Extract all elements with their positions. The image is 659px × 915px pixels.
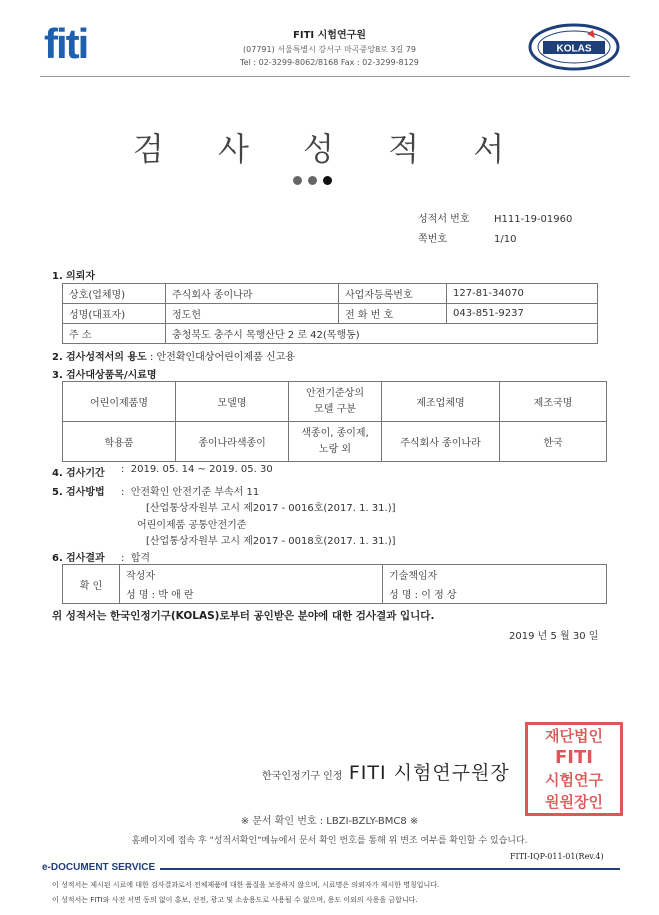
header-divider xyxy=(40,76,630,77)
kolas-label: KOLAS xyxy=(556,43,592,55)
report-number-row xyxy=(418,210,572,225)
confirmation-table xyxy=(62,564,607,604)
signature-prefix: 한국인정기구 인정 xyxy=(262,771,343,782)
document-title: 검 사 성 적 서 xyxy=(132,130,527,168)
page-number-row xyxy=(418,230,516,245)
section-4-heading: 4. 검사기간 xyxy=(52,468,105,479)
address-label: 주 소 xyxy=(63,324,166,344)
confirm-label: 확 인 xyxy=(63,565,120,604)
section-5-heading: 5. 검사방법 xyxy=(52,487,105,498)
fiti-logo: fiti xyxy=(44,20,88,67)
phone-label: 전 화 번 호 xyxy=(339,304,447,324)
header-product: 어린이제품명 xyxy=(63,382,176,422)
dot-3 xyxy=(323,176,332,185)
cell-product: 학용품 xyxy=(63,422,176,462)
method-line-1: : 안전확인 안전기준 부속서 11 xyxy=(121,487,260,498)
org-address: (07791) 서울특별시 강서구 마곡중앙8로 3길 79 xyxy=(243,45,416,54)
signature-line xyxy=(262,758,510,785)
section-3-heading: 3. 검사대상품목/시료명 xyxy=(52,370,157,381)
tech-manager-label: 기술책임자 xyxy=(383,565,607,585)
method-line-2: [산업통상자원부 고시 제2017 - 0016호(2017. 1. 31.)] xyxy=(146,503,396,514)
method-line-3: 어린이제품 공통안전기준 xyxy=(137,520,247,531)
section-2-heading: 2. 검사성적서의 용도 : 안전확인대상어린이제품 신고용 xyxy=(52,352,295,363)
official-seal: 재단법인 FITI 시험연구 원원장인 xyxy=(525,722,623,816)
report-number-label: 성적서 번호 xyxy=(418,214,470,225)
business-no-value: 127-81-34070 xyxy=(447,284,598,304)
header-model-category: 안전기준상의 모델 구분 xyxy=(289,382,382,422)
author-label: 작성자 xyxy=(120,565,383,585)
author-name: 성 명 : 박 애 란 xyxy=(120,584,383,604)
kolas-notice: 위 성적서는 한국인정기구(KOLAS)로부터 공인받은 분야에 대한 검사결과 입니다. xyxy=(52,610,435,622)
tech-manager-name: 성 명 : 이 정 상 xyxy=(383,584,607,604)
section-6-heading: 6. 검사결과 xyxy=(52,553,105,564)
edocument-divider xyxy=(160,868,620,870)
phone-value: 043-851-9237 xyxy=(447,304,598,324)
cell-country: 한국 xyxy=(500,422,607,462)
usage-value: 안전확인대상어린이제품 신고용 xyxy=(156,352,295,363)
header-manufacturer: 제조업체명 xyxy=(382,382,500,422)
cell-manufacturer: 주식회사 종이나라 xyxy=(382,422,500,462)
edocument-service-label: e-DOCUMENT SERVICE xyxy=(42,862,156,873)
method-line-4: [산업통상자원부 고시 제2017 - 0018호(2017. 1. 31.)] xyxy=(146,536,396,547)
item-table xyxy=(62,381,607,462)
company-label: 상호(업체명) xyxy=(63,284,166,304)
kolas-logo xyxy=(527,22,621,72)
verification-instructions: 홈페이지에 접속 후 "성적서확인"메뉴에서 문서 확인 번호를 통해 위 변조 여부를 확인할 수 있습니다. xyxy=(131,836,528,846)
header-country: 제조국명 xyxy=(500,382,607,422)
org-name: FITI 시험연구원 xyxy=(293,30,366,41)
business-no-label: 사업자등록번호 xyxy=(339,284,447,304)
title-dots xyxy=(293,175,338,188)
footer-note-1: 이 성적서는 제시된 시료에 대한 검사결과로서 전체제품에 대한 품질을 보증하지 않으며, 시료명은 의뢰자가 제시한 명칭입니다. xyxy=(52,881,440,889)
company-value: 주식회사 종이나라 xyxy=(166,284,339,304)
representative-label: 성명(대표자) xyxy=(63,304,166,324)
page-number-label: 쪽번호 xyxy=(418,234,447,245)
address-value: 충청북도 충주시 목행산단 2 로 42(목행동) xyxy=(166,324,598,344)
org-contact: Tel : 02-3299-8062/8168 Fax : 02-3299-8129 xyxy=(240,58,419,67)
cell-model-category: 색종이, 종이제, 노랑 외 xyxy=(289,422,382,462)
result-value: : 합격 xyxy=(121,553,151,564)
page-number: 1/10 xyxy=(494,234,517,245)
period-value: : 2019. 05. 14 ~ 2019. 05. 30 xyxy=(121,464,273,475)
footer-note-2: 이 성적서는 FITI와 사전 서면 동의 없이 홍보, 선전, 광고 및 소송용도로 사용될 수 없으며, 용도 이외의 사용을 금합니다. xyxy=(52,896,418,904)
dot-2 xyxy=(308,176,317,185)
cell-model: 종이나라색종이 xyxy=(176,422,289,462)
signature-name: FITI 시험연구원장 xyxy=(348,762,510,784)
report-number: H111-19-01960 xyxy=(494,214,573,225)
section-1-heading: 1. 의뢰자 xyxy=(52,271,95,282)
form-id: FITI-IQP-011-01(Rev.4) xyxy=(510,852,604,861)
confirm-number: ※ 문서 확인 번호 : LBZI-BZLY-BMC8 ※ xyxy=(240,816,419,827)
header-model: 모델명 xyxy=(176,382,289,422)
requester-table xyxy=(62,283,598,344)
representative-value: 정도헌 xyxy=(166,304,339,324)
dot-1 xyxy=(293,176,302,185)
issue-date: 2019 년 5 월 30 일 xyxy=(509,631,599,642)
